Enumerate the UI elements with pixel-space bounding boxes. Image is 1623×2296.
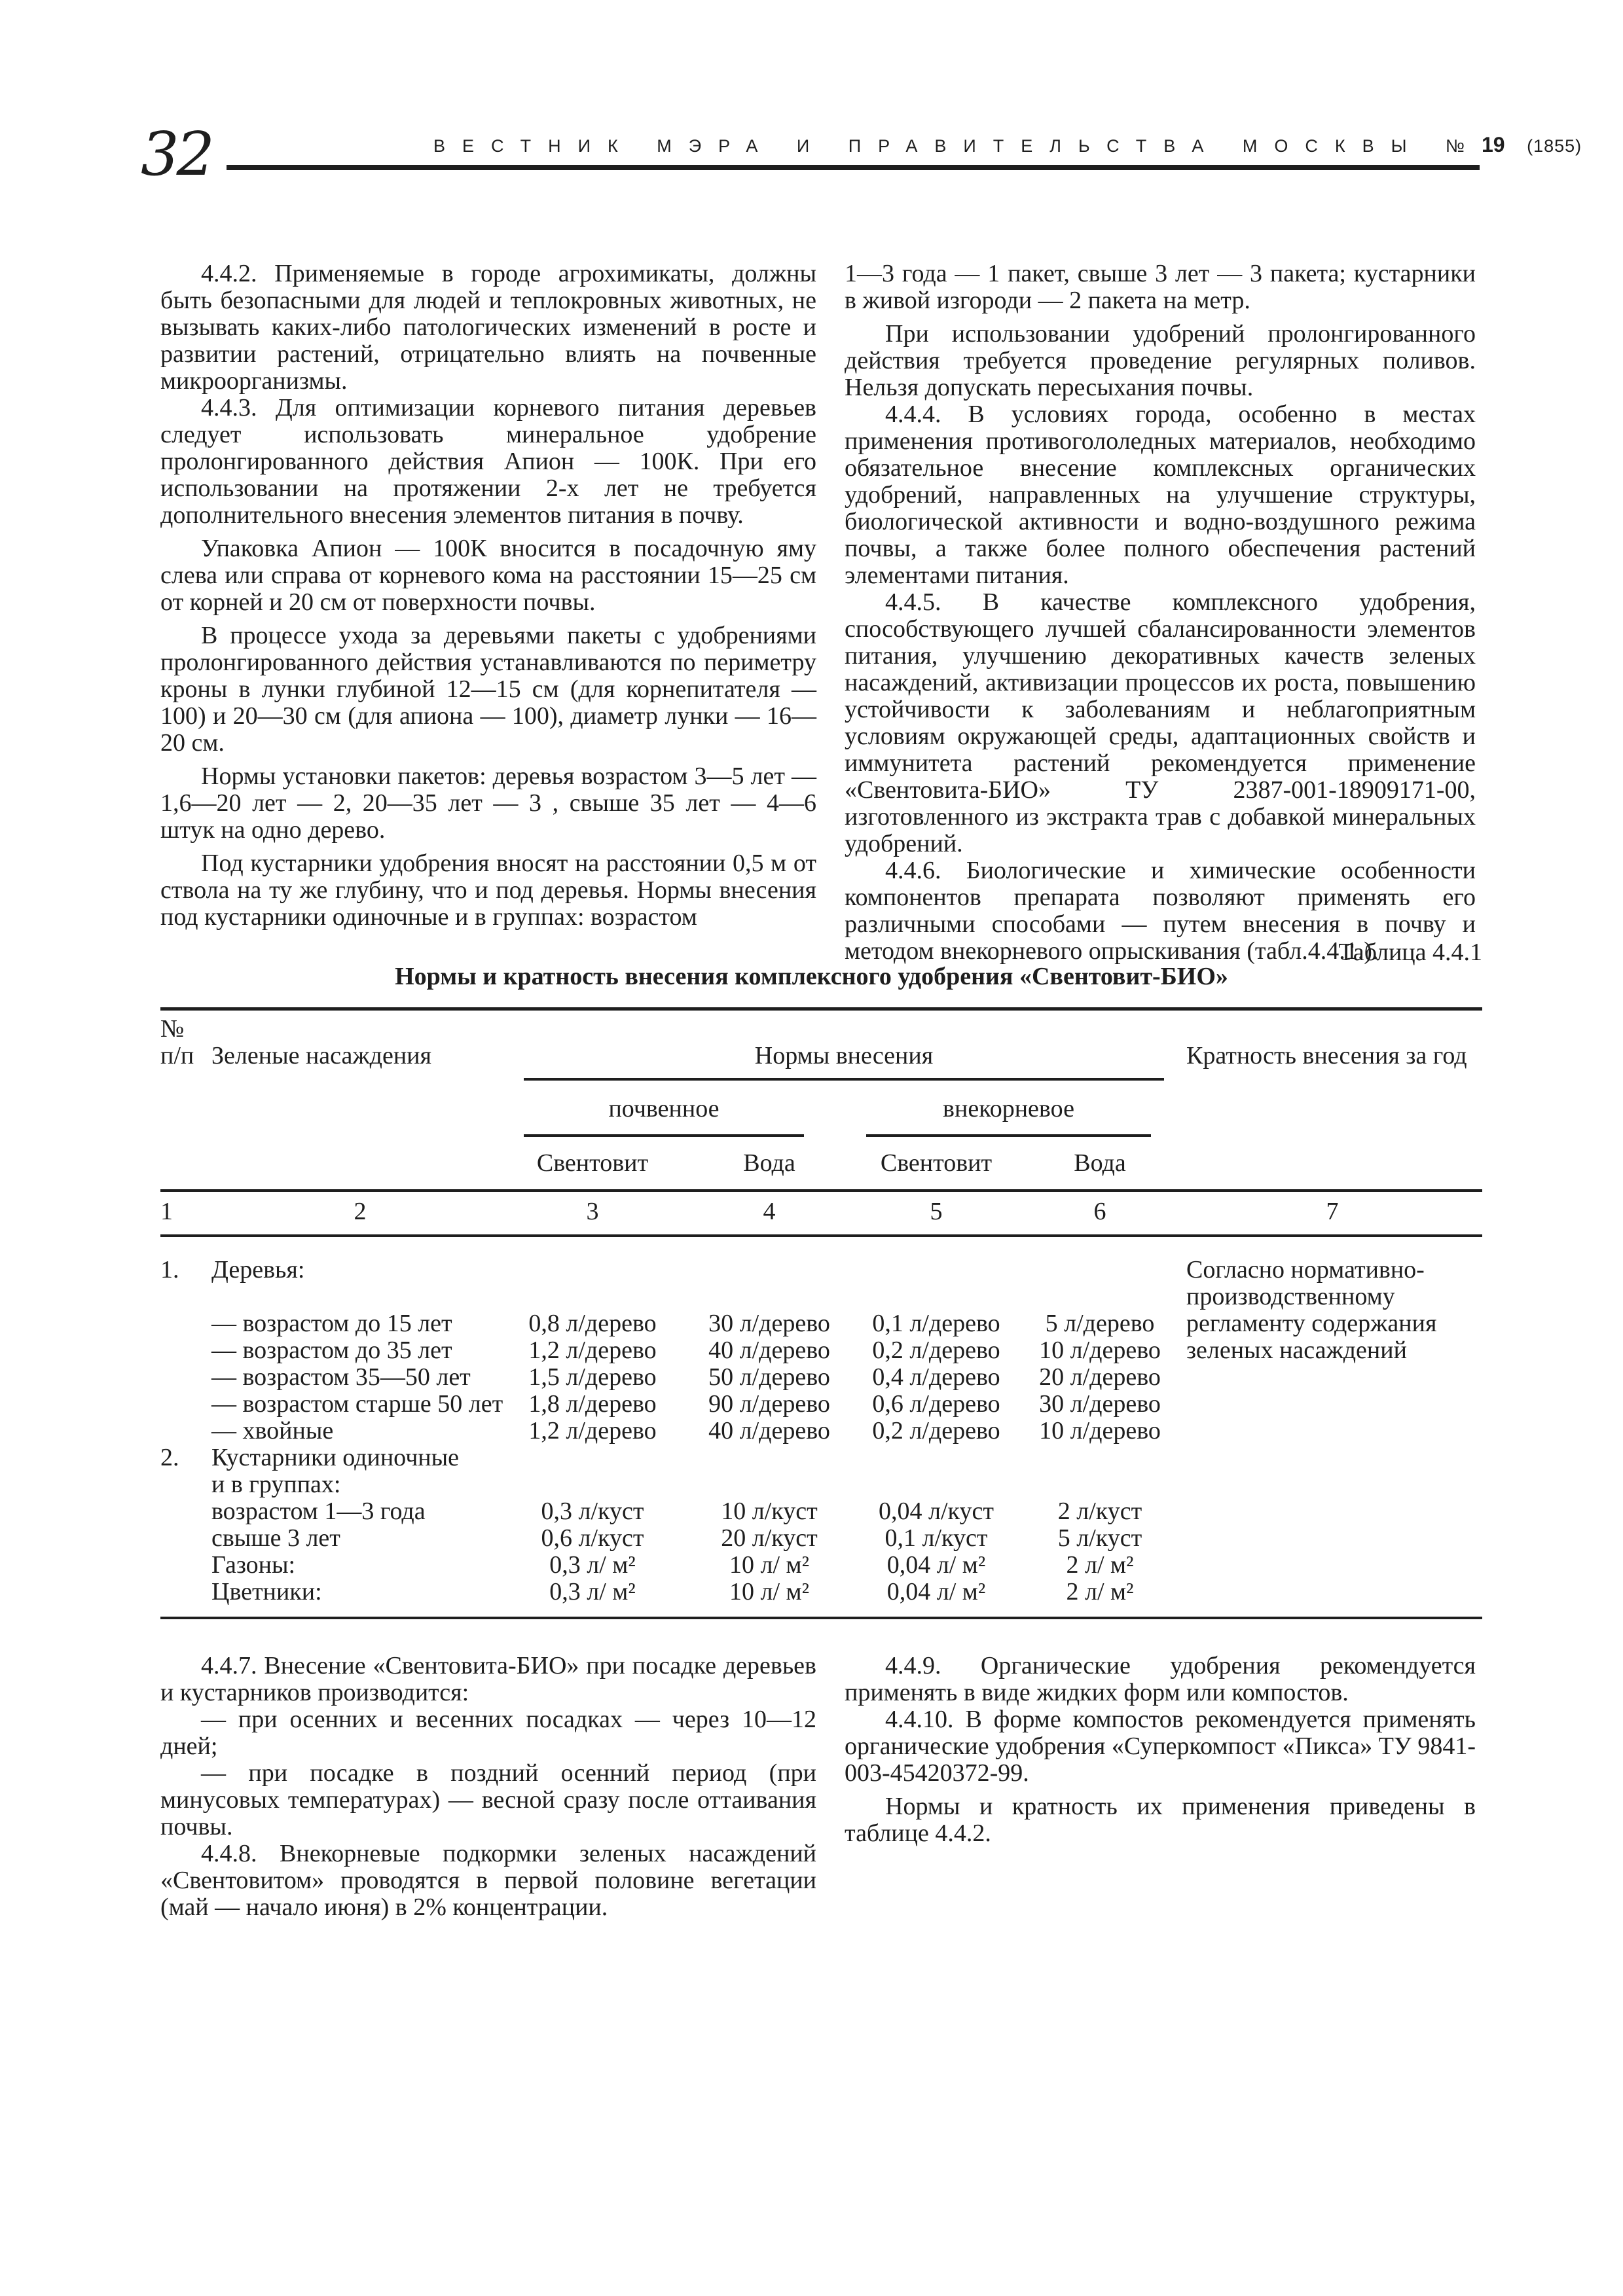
- paragraph: Нормы установки пакетов: деревья возрастом 3—5 лет — 1,6—20 лет — 2, 20—35 лет — 3 , свыше 35 лет — 4—6 штук на одно дерево.: [160, 762, 816, 844]
- paragraph: Нормы и кратность их применения приведены в таблице 4.4.2.: [845, 1793, 1476, 1847]
- row-name: — возрастом до 35 лет: [211, 1336, 452, 1364]
- head-norms: Нормы внесения: [754, 1042, 934, 1069]
- cell-water-foliar: 30 л/дерево: [1039, 1390, 1161, 1418]
- col-number: 1: [160, 1198, 173, 1225]
- paragraph: 4.4.10. В форме компостов рекомендуется применять органические удобрения «Суперкомпост «Пикса» ТУ 9841-003-45420372-99.: [845, 1706, 1476, 1787]
- cell-water-foliar: 5 л/дерево: [1045, 1310, 1155, 1337]
- cell-sventovit-soil: 1,8 л/дерево: [528, 1390, 657, 1418]
- paragraph: 4.4.3. Для оптимизации корневого питания деревьев следует использовать минеральное удобрение пролонгированного действия Апион — 100К. При его использовании на протяжении 2-х лет не требуется дополнительного внесения элементов питания в почву.: [160, 394, 816, 529]
- paragraph: 4.4.5. В качестве комплексного удобрения, способствующего лучшей сбалансированности элементов питания, улучшению декоративных качеств зеленых насаждений, активизации процессов их роста, повышению устойчивости к заболеваниям и неблагоприятным условиям окружающей среды, адаптационных свойств и иммунитета растений рекомендуется применение «Свентовита-БИО» ТУ 2387-001-18909171-00, изготовленного из экстракта трав с добавкой минеральных удобрений.: [845, 588, 1476, 857]
- right-text-column: [845, 260, 1476, 965]
- frequency-text: зеленых насаждений: [1186, 1336, 1407, 1364]
- col-number: 2: [354, 1198, 367, 1225]
- head-water-foliar: Вода: [1074, 1149, 1126, 1177]
- paragraph: 4.4.6. Биологические и химические особенности компонентов препарата позволяют применять его различными способами — путем внесения в почву и методом внекорневого опрыскивания (табл.4.4.1.).: [845, 857, 1476, 965]
- paragraph: 4.4.2. Применяемые в городе агрохимикаты, должны быть безопасными для людей и теплокровных животных, не вызывать каких-либо патологических изменений в росте и развитии растений, отрицательно влиять на почвенные микроорганизмы.: [160, 260, 816, 395]
- col-number: 5: [930, 1198, 943, 1225]
- cell-water-foliar: 5 л/куст: [1057, 1524, 1142, 1552]
- bottom-left-text-column: [160, 1653, 816, 1921]
- row-name: — возрастом до 15 лет: [211, 1310, 452, 1337]
- cell-sventovit-foliar: 0,04 л/куст: [879, 1498, 994, 1525]
- cell-sventovit-foliar: 0,2 л/дерево: [872, 1417, 1000, 1444]
- head-plants: Зеленые насаждения: [211, 1042, 431, 1069]
- cell-sventovit-foliar: 0,2 л/дерево: [872, 1336, 1000, 1364]
- issue-prefix: №: [1446, 136, 1482, 156]
- cell-sventovit-soil: 1,5 л/дерево: [528, 1363, 657, 1391]
- foliar-underline: [866, 1134, 1151, 1137]
- paragraph: Под кустарники удобрения вносят на расстоянии 0,5 м от ствола на ту же глубину, что и под деревья. Нормы внесения под кустарники одиночные и в группах: возрастом: [160, 850, 816, 931]
- row-name: — возрастом старше 50 лет: [211, 1390, 503, 1418]
- head-water-soil: Вода: [743, 1149, 795, 1177]
- cell-water-soil: 10 л/куст: [721, 1498, 818, 1525]
- left-text-column: [160, 260, 816, 931]
- journal-title: ВЕСТНИК МЭРА И ПРАВИТЕЛЬСТВА МОСКВЫ: [433, 136, 1424, 156]
- cell-water-foliar: 2 л/ м²: [1066, 1551, 1134, 1579]
- cell-water-foliar: 10 л/дерево: [1039, 1336, 1161, 1364]
- paragraph: 4.4.9. Органические удобрения рекомендуется применять в виде жидких форм или компостов.: [845, 1652, 1476, 1706]
- cell-sventovit-foliar: 0,04 л/ м²: [886, 1578, 986, 1605]
- head-num-line2: п/п: [160, 1042, 194, 1069]
- frequency-text: производственному: [1186, 1283, 1395, 1310]
- head-sventovit-foliar: Свентовит: [880, 1149, 993, 1177]
- cell-water-soil: 10 л/ м²: [729, 1551, 809, 1579]
- issue-year: (1855): [1527, 136, 1582, 156]
- col-number: 7: [1326, 1198, 1339, 1225]
- cell-sventovit-foliar: 0,4 л/дерево: [872, 1363, 1000, 1391]
- cell-sventovit-foliar: 0,1 л/дерево: [872, 1310, 1000, 1337]
- row-name: — возрастом 35—50 лет: [211, 1363, 471, 1391]
- running-header: [433, 133, 1582, 157]
- cell-water-foliar: 10 л/дерево: [1039, 1417, 1161, 1444]
- head-frequency: Кратность внесения за год: [1186, 1042, 1467, 1069]
- col-number: 3: [586, 1198, 599, 1225]
- row-name: Цветники:: [211, 1578, 322, 1605]
- bottom-right-text-column: [845, 1653, 1476, 1847]
- cell-sventovit-soil: 0,8 л/дерево: [528, 1310, 657, 1337]
- cell-water-foliar: 2 л/ м²: [1066, 1578, 1134, 1605]
- cell-sventovit-soil: 1,2 л/дерево: [528, 1417, 657, 1444]
- group-name: Кустарники одиночные: [211, 1444, 460, 1471]
- head-bottom-rule: [160, 1189, 1482, 1192]
- norms-underline: [524, 1078, 1164, 1081]
- paragraph: 1—3 года — 1 пакет, свыше 3 лет — 3 пакета; кустарники в живой изгороди — 2 пакета на метр.: [845, 260, 1476, 314]
- cell-water-soil: 40 л/дерево: [708, 1336, 830, 1364]
- col-number: 6: [1093, 1198, 1106, 1225]
- row-name: — хвойные: [211, 1417, 334, 1444]
- paragraph: 4.4.7. Внесение «Свентовита-БИО» при посадке деревьев и кустарников производится:: [160, 1652, 816, 1706]
- head-sventovit-soil: Свентовит: [536, 1149, 649, 1177]
- cell-water-foliar: 2 л/куст: [1057, 1498, 1142, 1525]
- paragraph: При использовании удобрений пролонгированного действия требуется проведение регулярных поливов. Нельзя допускать пересыхания почвы.: [845, 320, 1476, 401]
- table-caption: Таблица 4.4.1: [1338, 939, 1482, 966]
- frequency-text: Согласно нормативно-: [1186, 1256, 1425, 1283]
- group-name: и в группах:: [211, 1471, 341, 1498]
- row-name: Газоны:: [211, 1551, 296, 1579]
- cell-sventovit-soil: 1,2 л/дерево: [528, 1336, 657, 1364]
- table-top-rule: [160, 1007, 1482, 1011]
- header-rule: [227, 165, 1480, 170]
- paragraph: — при посадке в поздний осенний период (при минусовых температурах) — весной сразу после оттаивания почвы.: [160, 1759, 816, 1840]
- table-bottom-rule: [160, 1617, 1482, 1619]
- cell-water-soil: 90 л/дерево: [708, 1390, 830, 1418]
- paragraph: В процессе ухода за деревьями пакеты с удобрениями пролонгированного действия устанавливаются по периметру кроны в лунки глубиной 12—15 см (для корнепитателя — 100) и 20—30 см (для апиона — 100), диаметр лунки — 16—20 см.: [160, 622, 816, 757]
- cell-sventovit-foliar: 0,1 л/куст: [884, 1524, 988, 1552]
- cell-sventovit-soil: 0,6 л/куст: [541, 1524, 644, 1552]
- paragraph: 4.4.4. В условиях города, особенно в местах применения противогололедных материалов, необходимо обязательное внесение комплексных органических удобрений, направленных на улучшение структуры, биологической активности и водно-воздушного режима почвы, а также более полного обеспечения растений элементами питания.: [845, 401, 1476, 589]
- group-name: Деревья:: [211, 1256, 305, 1283]
- cell-water-soil: 30 л/дерево: [708, 1310, 830, 1337]
- head-num-line1: №: [160, 1015, 185, 1043]
- soil-underline: [524, 1134, 804, 1137]
- cell-water-soil: 50 л/дерево: [708, 1363, 830, 1391]
- cell-water-soil: 20 л/куст: [721, 1524, 818, 1552]
- cell-water-foliar: 20 л/дерево: [1039, 1363, 1161, 1391]
- col-number: 4: [763, 1198, 776, 1225]
- paragraph: — при осенних и весенних посадках — через 10—12 дней;: [160, 1706, 816, 1760]
- row-name: возрастом 1—3 года: [211, 1498, 426, 1525]
- cell-sventovit-foliar: 0,04 л/ м²: [886, 1551, 986, 1579]
- paragraph: Упаковка Апион — 100К вносится в посадочную яму слева или справа от корневого кома на расстоянии 15—25 см от корней и 20 см от поверхности почвы.: [160, 535, 816, 616]
- group-number: 2.: [160, 1444, 179, 1471]
- head-foliar: внекорневое: [943, 1095, 1074, 1122]
- cell-water-soil: 40 л/дерево: [708, 1417, 830, 1444]
- paragraph: 4.4.8. Внекорневые подкормки зеленых насаждений «Свентовитом» проводятся в первой половине вегетации (май — начало июня) в 2% концентрации.: [160, 1840, 816, 1921]
- page-number: 32: [141, 119, 213, 189]
- cell-sventovit-soil: 0,3 л/ м²: [549, 1578, 636, 1605]
- cell-sventovit-soil: 0,3 л/куст: [541, 1498, 644, 1525]
- cell-sventovit-foliar: 0,6 л/дерево: [872, 1390, 1000, 1418]
- cell-sventovit-soil: 0,3 л/ м²: [549, 1551, 636, 1579]
- numbers-bottom-rule: [160, 1234, 1482, 1237]
- group-number: 1.: [160, 1256, 179, 1283]
- table-title: Нормы и кратность внесения комплексного удобрения «Свентовит-БИО»: [395, 963, 1228, 990]
- issue-number: 19: [1481, 133, 1505, 156]
- head-soil: почвенное: [608, 1095, 720, 1122]
- row-name: свыше 3 лет: [211, 1524, 340, 1552]
- frequency-text: регламенту содержания: [1186, 1310, 1437, 1337]
- cell-water-soil: 10 л/ м²: [729, 1578, 809, 1605]
